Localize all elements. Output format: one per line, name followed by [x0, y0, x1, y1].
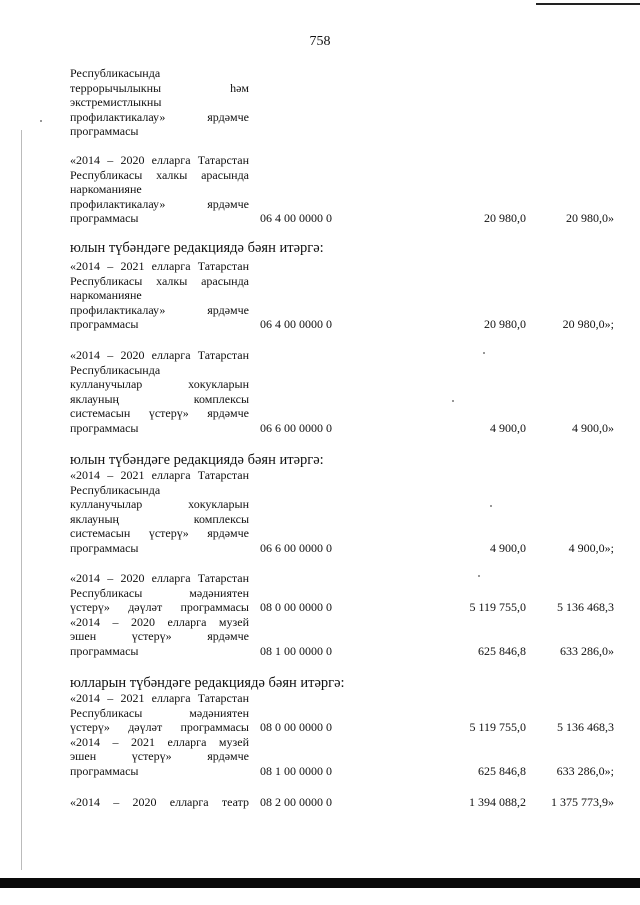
program-code: 08 0 00 0000 0 — [260, 600, 332, 614]
scan-bottom-bar — [0, 878, 640, 888]
program-name — [70, 571, 249, 659]
name-line: Республикасы мәдәниятен — [70, 585, 249, 600]
program-code: 06 4 00 0000 0 — [260, 317, 332, 331]
amount-2020: 633 286,0»; — [556, 764, 614, 778]
amendment-heading: юлын түбәндәге редакциядә бәян итәргә: — [70, 452, 324, 468]
name-line: программасы — [70, 540, 139, 555]
name-line: үстерү» дәүләт программасы — [70, 720, 249, 735]
name-line: профилактикалау» ярдәмче — [70, 196, 249, 211]
program-code: 08 1 00 0000 0 — [260, 764, 332, 778]
name-line: Республикасында — [70, 482, 161, 497]
name-line: системасын үстерү» ярдәмче — [70, 406, 249, 421]
page-number: 758 — [309, 34, 331, 49]
name-line: программасы — [70, 420, 139, 435]
amount-2020: 5 136 468,3 — [557, 720, 614, 734]
name-line: профилактикалау» ярдәмче — [70, 109, 249, 124]
name-line: Республикасында — [70, 362, 161, 377]
amount-2019: 5 119 755,0 — [469, 720, 526, 734]
amount-2019: 1 394 088,2 — [469, 795, 526, 809]
program-name — [70, 795, 249, 810]
name-line: кулланучылар хокукларын — [70, 497, 249, 512]
program-code: 06 6 00 0000 0 — [260, 541, 332, 555]
name-line: программасы — [70, 317, 139, 332]
name-line: «2014 – 2021 елларга Татарстан — [70, 259, 249, 273]
program-code: 06 6 00 0000 0 — [260, 421, 332, 435]
name-line: яклауның комплексы — [70, 511, 249, 526]
program-code: 06 4 00 0000 0 — [260, 211, 332, 225]
program-name — [70, 348, 249, 436]
scan-speck — [490, 505, 492, 507]
amount-2019: 20 980,0 — [484, 211, 526, 225]
name-line: кулланучылар хокукларын — [70, 377, 249, 392]
amount-2020: 5 136 468,3 — [557, 600, 614, 614]
name-line: программасы — [70, 124, 139, 139]
program-name — [70, 468, 249, 556]
scan-speck — [452, 400, 454, 402]
program-name — [70, 66, 249, 139]
program-code: 08 1 00 0000 0 — [260, 644, 332, 658]
name-line: Республикасы мәдәниятен — [70, 705, 249, 720]
program-name — [70, 259, 249, 332]
name-line: наркоманияне — [70, 182, 142, 197]
scan-speck — [478, 575, 480, 577]
scan-left-edge — [21, 130, 22, 870]
amendment-heading: юлын түбәндәге редакциядә бәян итәргә: — [70, 240, 324, 256]
name-line: «2014 – 2020 елларга Татарстан — [70, 153, 249, 167]
name-line: яклауның комплексы — [70, 391, 249, 406]
name-line: эшен үстерү» ярдәмче — [70, 749, 249, 764]
name-line: системасын үстерү» ярдәмче — [70, 526, 249, 541]
name-line: программасы — [70, 643, 139, 658]
program-code: 08 0 00 0000 0 — [260, 720, 332, 734]
name-line: Республикасы халкы арасында — [70, 167, 249, 182]
scan-speck — [483, 352, 485, 354]
amendment-heading: юлларын түбәндәге редакциядә бәян итәргә: — [70, 675, 345, 691]
amount-2019: 625 846,8 — [478, 764, 526, 778]
program-name — [70, 691, 249, 779]
name-line: программасы — [70, 211, 139, 226]
name-line: үстерү» дәүләт программасы — [70, 600, 249, 615]
amount-2019: 20 980,0 — [484, 317, 526, 331]
name-line: программасы — [70, 763, 139, 778]
name-line: «2014 – 2020 елларга театр — [70, 795, 249, 809]
name-line: наркоманияне — [70, 288, 142, 303]
name-line: профилактикалау» ярдәмче — [70, 302, 249, 317]
amount-2020: 20 980,0» — [566, 211, 614, 225]
amount-2019: 5 119 755,0 — [469, 600, 526, 614]
amount-2020: 633 286,0» — [560, 644, 614, 658]
name-line: «2014 – 2020 елларга Татарстан — [70, 348, 249, 362]
name-line: Республикасында — [70, 66, 161, 80]
scan-top-rule — [536, 3, 640, 5]
name-line: «2014 – 2020 елларга Татарстан — [70, 571, 249, 585]
name-line: «2014 – 2021 елларга Татарстан — [70, 691, 249, 705]
amount-2020: 4 900,0»; — [568, 541, 614, 555]
scan-speck — [40, 120, 42, 122]
name-line: террорычылыкны һәм — [70, 80, 249, 95]
amount-2019: 4 900,0 — [490, 541, 526, 555]
name-line: «2014 – 2021 елларга музей — [70, 734, 249, 749]
name-line: «2014 – 2020 елларга музей — [70, 614, 249, 629]
amount-2020: 20 980,0»; — [562, 317, 614, 331]
program-name — [70, 153, 249, 226]
amount-2020: 4 900,0» — [572, 421, 614, 435]
name-line: экстремистлыкны — [70, 95, 162, 110]
name-line: Республикасы халкы арасында — [70, 273, 249, 288]
program-code: 08 2 00 0000 0 — [260, 795, 332, 809]
name-line: «2014 – 2021 елларга Татарстан — [70, 468, 249, 482]
amount-2019: 4 900,0 — [490, 421, 526, 435]
amount-2019: 625 846,8 — [478, 644, 526, 658]
name-line: эшен үстерү» ярдәмче — [70, 629, 249, 644]
amount-2020: 1 375 773,9» — [551, 795, 614, 809]
